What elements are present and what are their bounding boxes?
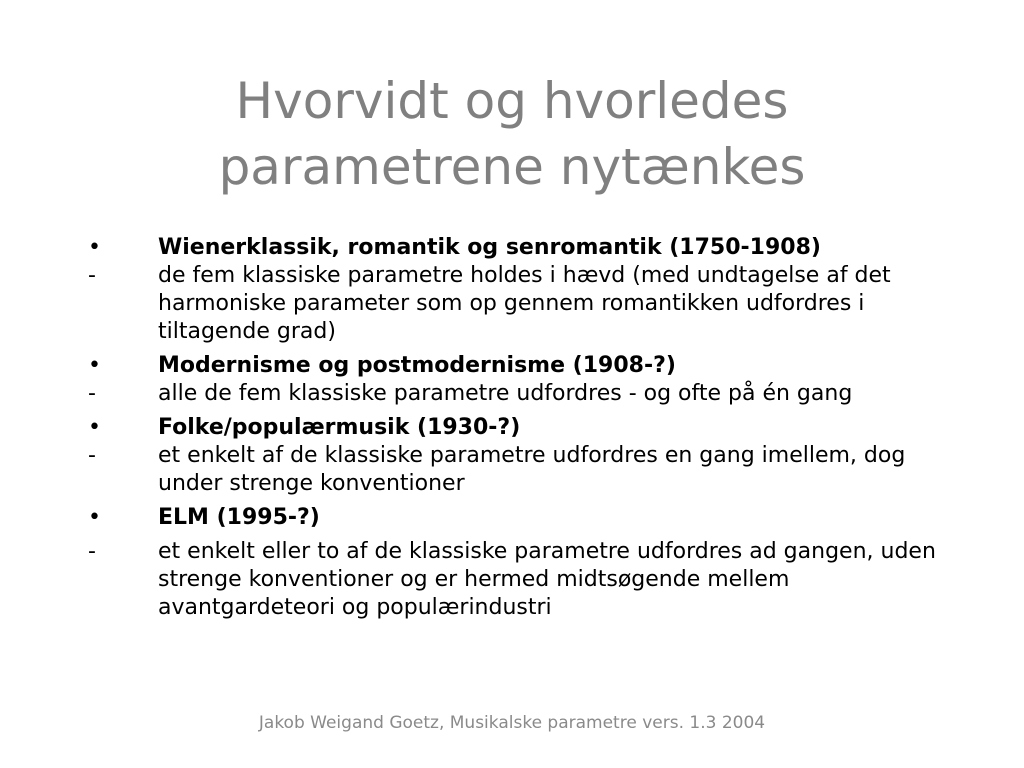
- bullet-marker: •: [88, 353, 101, 378]
- heading-text: ELM (1995-?): [158, 505, 320, 530]
- detail-text: et enkelt eller to af de klassiske parametre udfordres ad gangen, uden strenge konventioner og er hermed midtsøgende mellem avantgardeteori og populærindustri: [158, 539, 936, 620]
- dash-marker: -: [88, 539, 96, 564]
- bullet-list: [86, 234, 946, 622]
- slide-footer: Jakob Weigand Goetz, Musikalske parametre vers. 1.3 2004: [258, 713, 766, 733]
- bullet-item-detail: [86, 380, 946, 408]
- detail-text: et enkelt af de klassiske parametre udfordres en gang imellem, dog under strenge konventioner: [158, 443, 906, 496]
- bullet-item-detail: [86, 262, 946, 346]
- heading-text: Modernisme og postmodernisme (1908-?): [158, 353, 676, 378]
- bullet-marker: •: [88, 235, 101, 260]
- title-line-1: Hvorvidt og hvorledes: [235, 72, 789, 130]
- dash-marker: -: [88, 443, 96, 468]
- bullet-item-detail: [86, 538, 946, 622]
- bullet-item-heading: [86, 414, 946, 442]
- bullet-item-detail: [86, 442, 946, 498]
- bullet-marker: •: [88, 505, 101, 530]
- bullet-item-heading: [86, 352, 946, 380]
- bullet-item-heading: [86, 504, 946, 532]
- title-line-2: parametrene nytænkes: [218, 138, 806, 196]
- slide-title: [0, 68, 1024, 200]
- detail-text: alle de fem klassiske parametre udfordres - og ofte på én gang: [158, 381, 853, 406]
- heading-text: Folke/populærmusik (1930-?): [158, 415, 521, 440]
- dash-marker: -: [88, 263, 96, 288]
- bullet-item-heading: [86, 234, 946, 262]
- bullet-marker: •: [88, 415, 101, 440]
- detail-text: de fem klassiske parametre holdes i hævd (med undtagelse af det harmoniske parameter som op gennem romantikken udfordres i tiltagende grad): [158, 263, 891, 344]
- heading-text: Wienerklassik, romantik og senromantik (1750-1908): [158, 235, 821, 260]
- dash-marker: -: [88, 381, 96, 406]
